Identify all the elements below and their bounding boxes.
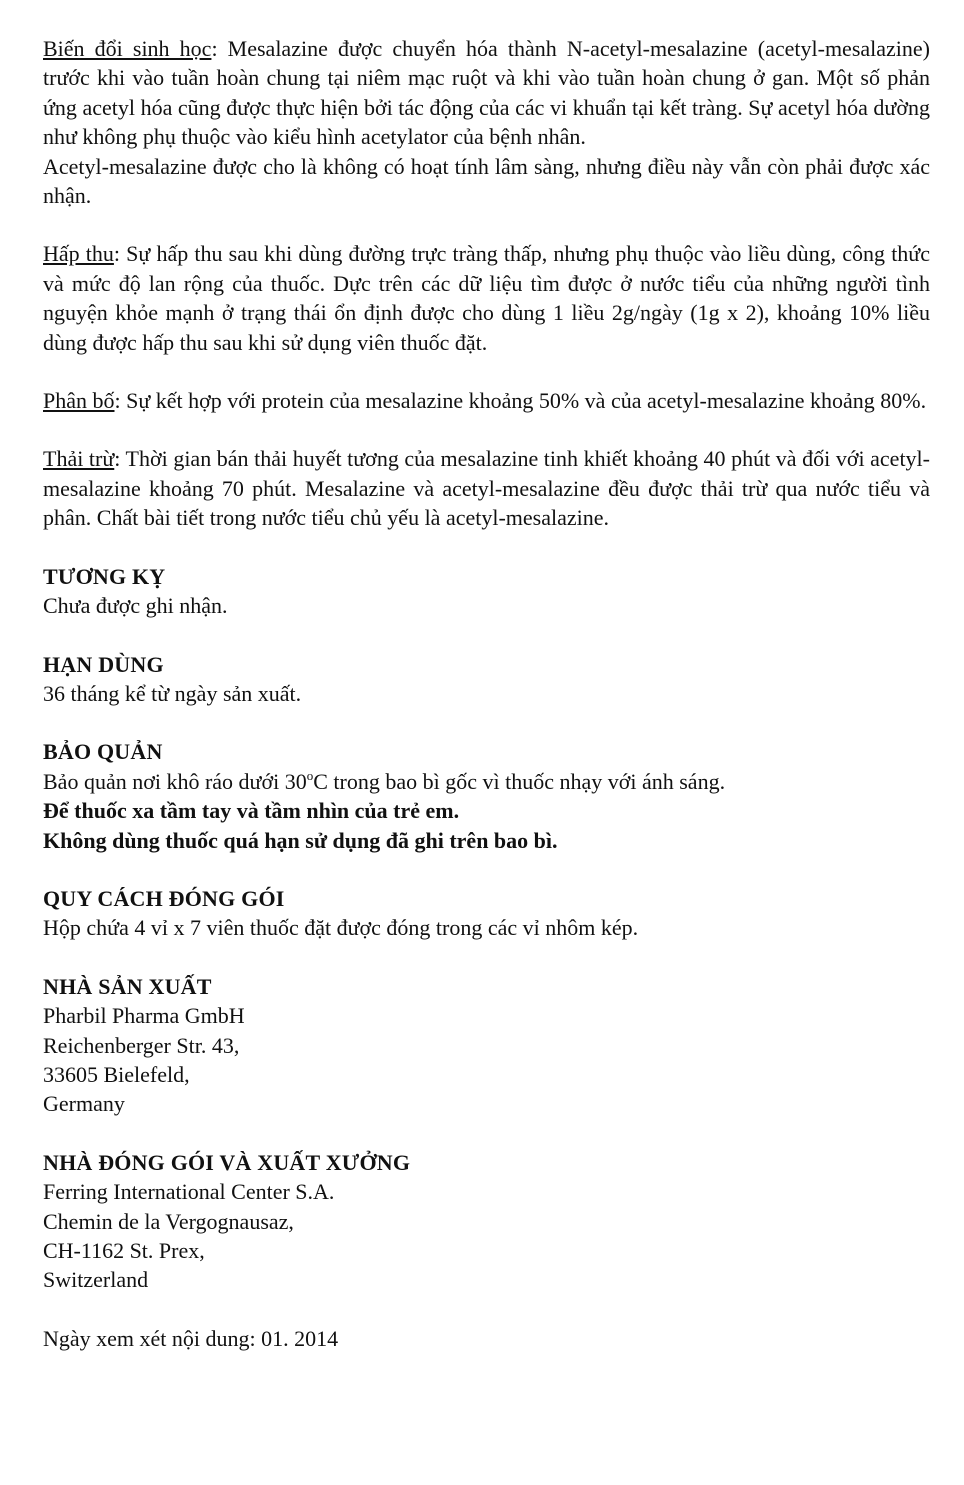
biotransformation-paragraph xyxy=(43,34,930,152)
incompatibility-heading: TƯƠNG KỴ xyxy=(43,563,166,589)
expiry-warning: Không dùng thuốc quá hạn sử dụng đã ghi trên bao bì. xyxy=(43,827,558,853)
incompatibility-text: Chưa được ghi nhận. xyxy=(43,593,228,619)
shelf-life-text: 36 tháng kể từ ngày sản xuất. xyxy=(43,680,302,706)
shelf-life-heading: HẠN DÙNG xyxy=(43,651,164,677)
biotransformation-label: Biến đổi sinh học xyxy=(43,36,212,61)
distribution-paragraph xyxy=(43,386,930,415)
manufacturer-street: Reichenberger Str. 43, xyxy=(43,1032,240,1058)
review-date: Ngày xem xét nội dung: 01. 2014 xyxy=(43,1325,339,1351)
storage-text-before: Bảo quản nơi khô ráo dưới 30 xyxy=(43,768,307,794)
biotransformation-text: : Mesalazine được chuyển hóa thành N-acetyl-mesalazine (acetyl-mesalazine) trước khi vào tuần hoàn chung tại niêm mạc ruột và khi vào tuần hoàn chung ở gan. Một số phản ứng acetyl hóa cũng được thực hiện bởi tác động của các vi khuẩn tại kết tràng. Sự acetyl hóa dường như không phụ thuộc vào kiểu hình acetylator của bệnh nhân. xyxy=(43,36,930,150)
absorption-text: : Sự hấp thu sau khi dùng đường trực tràng thấp, nhưng phụ thuộc vào liều dùng, công thức và mức độ lan rộng của thuốc. Dực trên các dữ liệu tìm được ở nước tiểu của những người tình nguyện khỏe mạnh ở trạng thái ổn định được cho dùng 1 liều 2g/ngày (1g x 2), khoảng 10% liều dùng được hấp thu sau khi sử dụng viên thuốc đặt. xyxy=(43,241,930,355)
packaging-heading: QUY CÁCH ĐÓNG GÓI xyxy=(43,885,285,911)
distribution-text: : Sự kết hợp với protein của mesalazine khoảng 50% và của acetyl-mesalazine khoảng 80%. xyxy=(114,388,927,414)
storage-text-after: C trong bao bì gốc vì thuốc nhạy với ánh sáng. xyxy=(313,768,726,794)
packager-heading: NHÀ ĐÓNG GÓI VÀ XUẤT XƯỞNG xyxy=(43,1149,411,1175)
storage-heading: BẢO QUẢN xyxy=(43,739,163,765)
elimination-paragraph xyxy=(43,444,930,532)
storage-text xyxy=(43,767,930,796)
keep-away-children-warning: Để thuốc xa tầm tay và tầm nhìn của trẻ em. xyxy=(43,798,460,824)
manufacturer-country: Germany xyxy=(43,1091,125,1117)
manufacturer-heading: NHÀ SẢN XUẤT xyxy=(43,973,212,999)
packager-name: Ferring International Center S.A. xyxy=(43,1179,335,1205)
distribution-label: Phân bố xyxy=(43,388,115,414)
elimination-text: : Thời gian bán thải huyết tương của mesalazine tinh khiết khoảng 40 phút và đối với acetyl-mesalazine khoảng 70 phút. Mesalazine và acetyl-mesalazine đều được thải trừ qua nước tiểu và phân. Chất bài tiết trong nước tiểu chủ yếu là acetyl-mesalazine. xyxy=(43,446,930,531)
packager-street: Chemin de la Vergognausaz, xyxy=(43,1208,294,1234)
elimination-label: Thải trừ xyxy=(43,446,115,472)
document-page xyxy=(43,34,930,1353)
manufacturer-name: Pharbil Pharma GmbH xyxy=(43,1003,245,1029)
degree-symbol: o xyxy=(306,767,314,783)
manufacturer-city: 33605 Bielefeld, xyxy=(43,1061,190,1087)
acetyl-mesalazine-paragraph: Acetyl-mesalazine được cho là không có hoạt tính lâm sàng, nhưng điều này vẫn còn phải được xác nhận. xyxy=(43,153,930,209)
absorption-paragraph xyxy=(43,239,930,357)
absorption-label: Hấp thu xyxy=(43,241,114,267)
packaging-text: Hộp chứa 4 vỉ x 7 viên thuốc đặt được đóng trong các vỉ nhôm kép. xyxy=(43,915,639,941)
packager-country: Switzerland xyxy=(43,1267,149,1293)
packager-city: CH-1162 St. Prex, xyxy=(43,1238,205,1263)
